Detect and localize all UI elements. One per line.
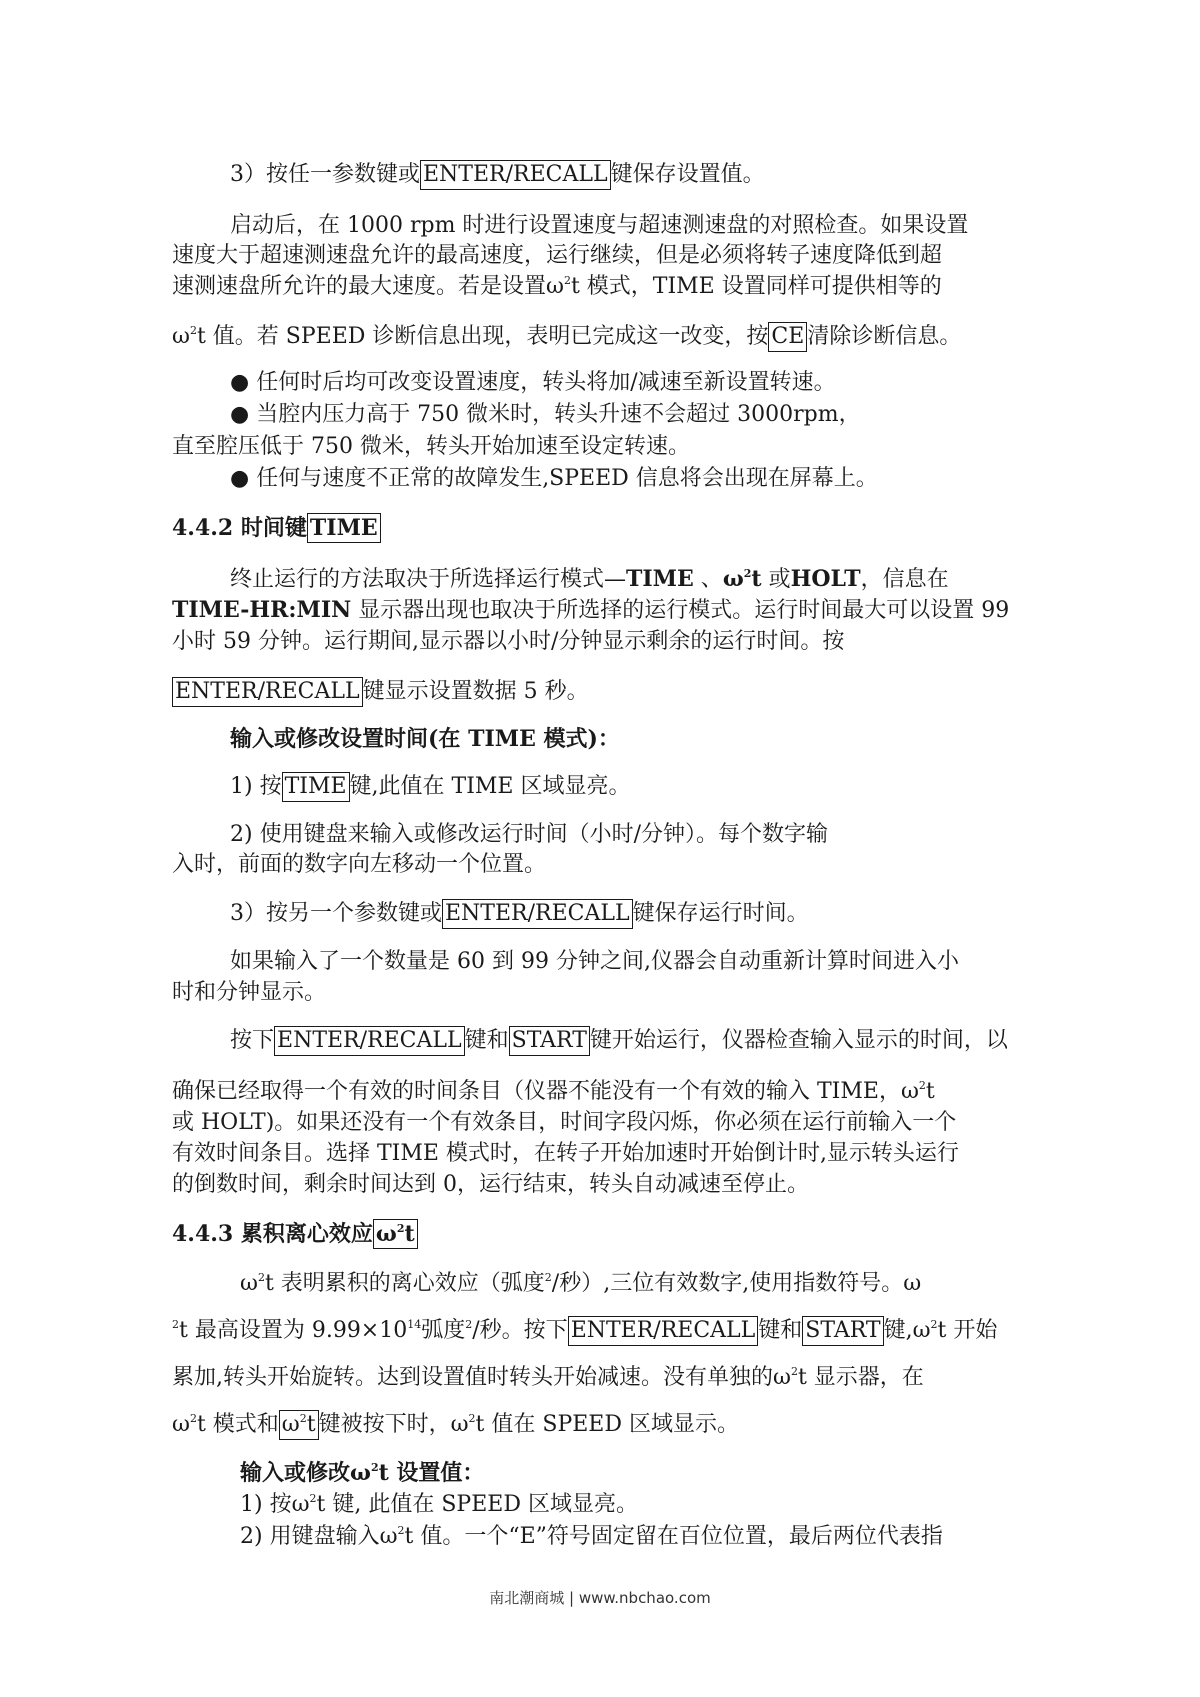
paragraph-line: ENTER/RECALL 键显示设置数据 5 秒。 bbox=[172, 677, 589, 707]
paragraph-line: 确保已经取得一个有效的时间条目（仪器不能没有一个有效的输入 TIME，$\omega^2t$ bbox=[172, 1079, 935, 1104]
enter-recall-key: ENTER/RECALL bbox=[442, 899, 633, 929]
bullet-item: ● 任何时后均可改变设置速度，转头将加/减速至新设置转速。 bbox=[230, 370, 836, 395]
section-heading-4-4-2: 4.4.2 时间键 TIME bbox=[172, 513, 381, 543]
step-item: 1) 按$\omega^2t$ 键, 此值在 SPEED 区域显亮。 bbox=[240, 1492, 638, 1517]
bullet-item-continuation: 直至腔压低于 750 微米，转头开始加速至设定转速。 bbox=[172, 434, 690, 459]
step-item: 1) 按 TIME 键,此值在 TIME 区域显亮。 bbox=[230, 772, 630, 802]
paragraph-line: TIME-HR:MIN 显示器出现也取决于所选择的运行模式。运行时间最大可以设置 99 bbox=[172, 597, 1010, 623]
paragraph-line: $\omega^2t$ 值。若 SPEED 诊断信息出现，表明已完成这一改变，按 CE 清除诊断信息。 bbox=[172, 322, 961, 352]
step-item-continuation: 入时，前面的数字向左移动一个位置。 bbox=[172, 852, 547, 877]
paragraph-line: 按下 ENTER/RECALL 键和 START 键开始运行，仪器检查输入显示的时间，以 bbox=[230, 1026, 1008, 1056]
paragraph-line: 或 HOLT)。如果还没有一个有效条目，时间字段闪烁，你必须在运行前输入一个 bbox=[172, 1110, 957, 1135]
omega-squared-t-key: $\omega^2t$ bbox=[373, 1219, 418, 1249]
bullet-item: ● 任何与速度不正常的故障发生,SPEED 信息将会出现在屏幕上。 bbox=[230, 466, 878, 491]
enter-recall-key: ENTER/RECALL bbox=[568, 1316, 759, 1346]
step-3-save-setting: 3）按任一参数键或 ENTER/RECALL 键保存设置值。 bbox=[230, 160, 765, 190]
start-key: START bbox=[509, 1026, 590, 1056]
paragraph-line: 时和分钟显示。 bbox=[172, 980, 327, 1005]
paragraph-line: 累加,转头开始旋转。达到设置值时转头开始减速。没有单独的$\omega^2t$ 显示器，在 bbox=[172, 1365, 924, 1390]
time-key: TIME bbox=[307, 513, 381, 543]
omega-squared-t-key: $\omega^2t$ bbox=[279, 1410, 319, 1440]
step-item: 2) 用键盘输入$\omega^2t$ 值。一个“E”符号固定留在百位位置，最后两位代表指 bbox=[240, 1524, 943, 1549]
paragraph-line: $\omega^2t$ 模式和 $\omega^2t$ 键被按下时，$\omega^2t$ 值在 SPEED 区域显示。 bbox=[172, 1410, 739, 1440]
bullet-item: ● 当腔内压力高于 750 微米时，转头升速不会超过 3000rpm， bbox=[230, 402, 861, 427]
page-footer: 南北潮商城 | www.nbchao.com bbox=[489, 1589, 711, 1607]
paragraph-line: 小时 59 分钟。运行期间,显示器以小时/分钟显示剩余的运行时间。按 bbox=[172, 629, 845, 654]
paragraph-line: 终止运行的方法取决于所选择运行模式—TIME 、$\omega^2t$ 或HOLT，信息在 bbox=[230, 566, 949, 592]
paragraph-line: 速度大于超速测速盘允许的最高速度，运行继续，但是必须将转子速度降低到超 bbox=[172, 243, 943, 268]
ce-key: CE bbox=[768, 322, 807, 352]
paragraph-line: 的倒数时间，剩余时间达到 0，运行结束，转头自动减速至停止。 bbox=[172, 1172, 809, 1197]
enter-recall-key: ENTER/RECALL bbox=[274, 1026, 465, 1056]
step-item: 3）按另一个参数键或 ENTER/RECALL 键保存运行时间。 bbox=[230, 899, 809, 929]
enter-recall-key: ENTER/RECALL bbox=[172, 677, 363, 707]
paragraph-line: 有效时间条目。选择 TIME 模式时，在转子开始加速时开始倒计时,显示转头运行 bbox=[172, 1141, 959, 1166]
paragraph-line: $^2$t 最高设置为 $9.99\times 10^{14}$弧度$^2$/秒。按下 ENTER/RECALL 键和 START 键$,\omega^2t$ 开始 bbox=[172, 1316, 997, 1346]
start-key: START bbox=[802, 1316, 883, 1346]
subheading-set-omega-squared-t: 输入或修改$\omega^2t$ 设置值： bbox=[240, 1460, 485, 1486]
enter-recall-key: ENTER/RECALL bbox=[420, 160, 611, 190]
step-item: 2) 使用键盘来输入或修改运行时间（小时/分钟）。每个数字输 bbox=[230, 822, 828, 847]
paragraph-line: $\omega^2t$ 表明累积的离心效应（弧度$^2$/秒）,三位有效数字,使用指数符号。ω bbox=[240, 1271, 922, 1296]
subheading-set-time: 输入或修改设置时间(在 TIME 模式)： bbox=[230, 726, 620, 752]
section-heading-4-4-3: 4.4.3 累积离心效应 $\omega^2t$ bbox=[172, 1219, 418, 1249]
paragraph-line: 如果输入了一个数量是 60 到 99 分钟之间,仪器会自动重新计算时间进入小 bbox=[230, 949, 959, 974]
paragraph-line: 启动后，在 1000 rpm 时进行设置速度与超速测速盘的对照检查。如果设置 bbox=[230, 213, 969, 238]
time-key: TIME bbox=[282, 772, 350, 802]
paragraph-line: 速测速盘所允许的最大速度。若是设置$\omega^2t$ 模式，TIME 设置同样可提供相等的 bbox=[172, 274, 942, 299]
